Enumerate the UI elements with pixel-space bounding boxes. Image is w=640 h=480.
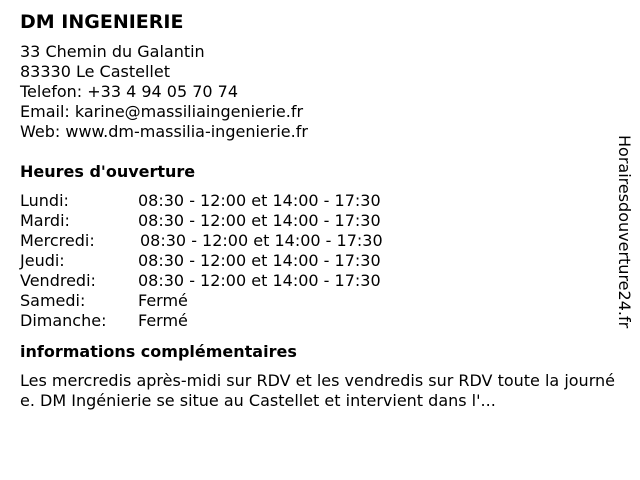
business-card: [20, 10, 615, 411]
hours-day: Mercredi:: [20, 231, 95, 250]
additional-info-text: Les mercredis après-midi sur RDV et les vendredis sur RDV toute la journée. DM Ingénierie se situe au Castellet et intervient dans l'...: [20, 371, 615, 410]
hours-day: Dimanche:: [20, 311, 107, 330]
phone-number: Telefon: +33 4 94 05 70 74: [20, 82, 239, 101]
hours-row-thursday: [20, 251, 610, 271]
address-city: 83330 Le Castellet: [20, 62, 170, 81]
hours-row-monday: [20, 191, 610, 211]
hours-row-saturday: [20, 291, 610, 311]
hours-time: Fermé: [138, 291, 188, 310]
hours-row-sunday: [20, 311, 610, 331]
hours-time: 08:30 - 12:00 et 14:00 - 17:30: [138, 211, 381, 230]
hours-time: 08:30 - 12:00 et 14:00 - 17:30: [138, 271, 381, 290]
hours-time: 08:30 - 12:00 et 14:00 - 17:30: [140, 231, 383, 250]
business-name: DM INGENIERIE: [20, 11, 184, 33]
opening-hours-table: [20, 191, 610, 331]
hours-day: Lundi:: [20, 191, 69, 210]
hours-row-friday: [20, 271, 610, 291]
website-address: Web: www.dm-massilia-ingenierie.fr: [20, 122, 308, 141]
hours-day: Mardi:: [20, 211, 70, 230]
contact-block: [20, 42, 610, 142]
hours-time: 08:30 - 12:00 et 14:00 - 17:30: [138, 251, 381, 270]
hours-row-wednesday: [20, 231, 610, 251]
hours-day: Vendredi:: [20, 271, 96, 290]
site-watermark: Horairesdouverture24.fr: [615, 135, 634, 329]
email-address: Email: karine@massiliaingenierie.fr: [20, 102, 304, 121]
hours-time: Fermé: [138, 311, 188, 330]
hours-day: Samedi:: [20, 291, 86, 310]
opening-hours-heading: Heures d'ouverture: [20, 162, 196, 181]
hours-time: 08:30 - 12:00 et 14:00 - 17:30: [138, 191, 381, 210]
hours-row-tuesday: [20, 211, 610, 231]
address-street: 33 Chemin du Galantin: [20, 42, 205, 61]
additional-info-heading: informations complémentaires: [20, 342, 297, 361]
hours-day: Jeudi:: [20, 251, 65, 270]
